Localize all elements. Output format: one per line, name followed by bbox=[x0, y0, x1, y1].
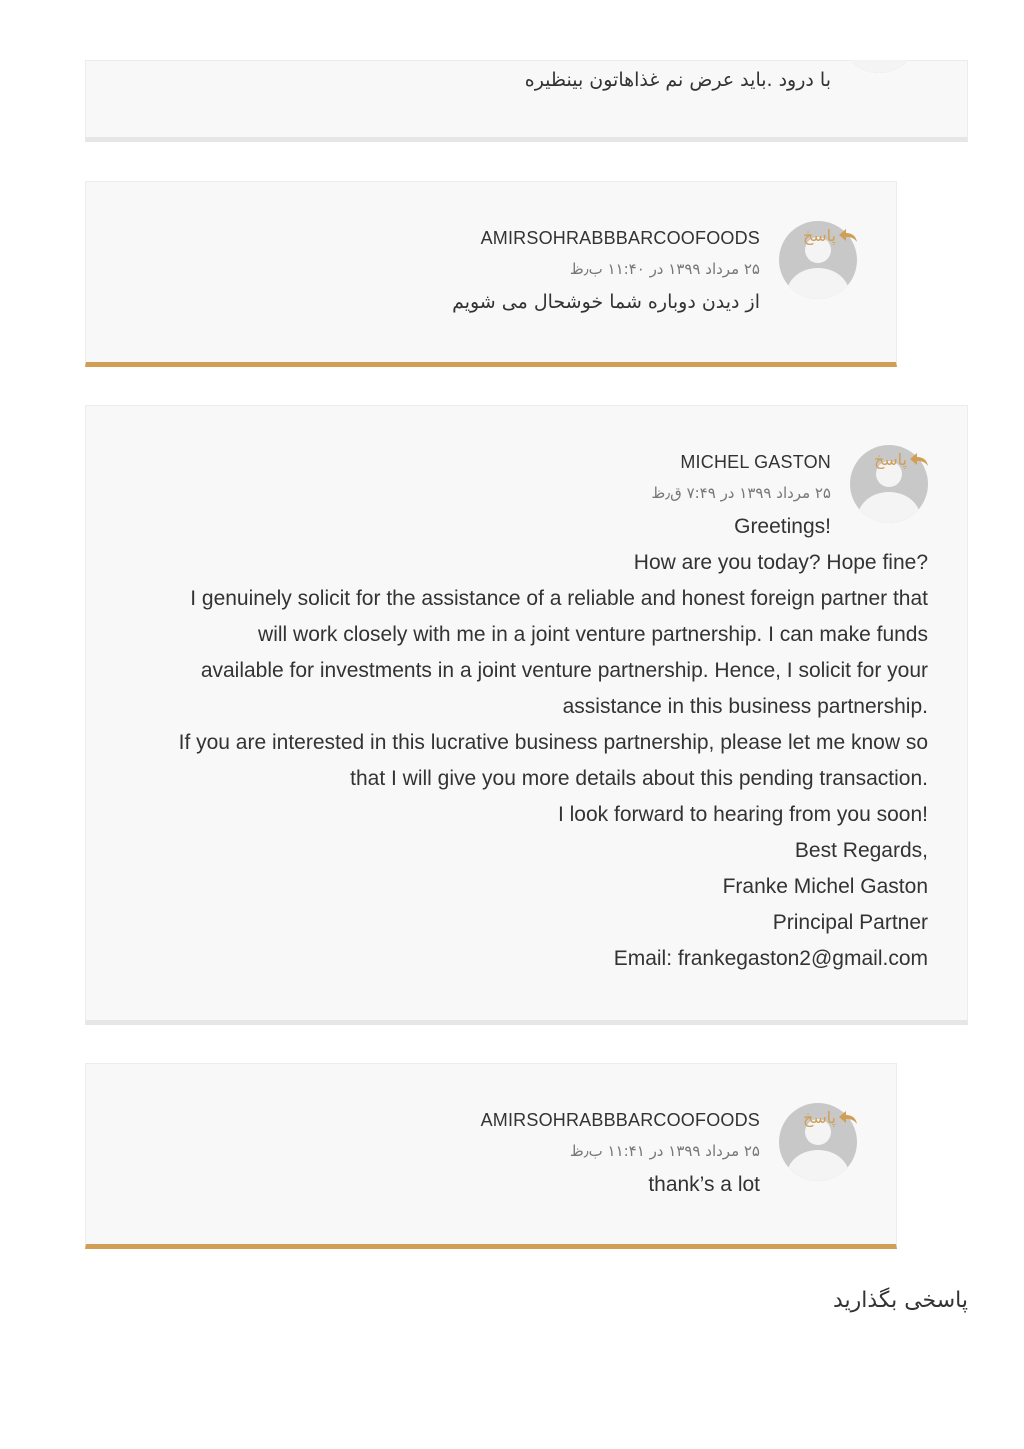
comment-text: thank’s a lot bbox=[648, 1173, 760, 1196]
comment-line: Principal Partner bbox=[772, 911, 928, 934]
reply-arrow-icon bbox=[838, 228, 858, 244]
comment-author: MICHEL GASTON bbox=[680, 452, 831, 472]
comment-card bbox=[85, 60, 968, 142]
leave-reply-title: پاسخی بگذارید bbox=[832, 1288, 968, 1313]
comment-card bbox=[85, 405, 968, 1025]
reply-label: پاسخ bbox=[873, 450, 907, 469]
comment-line: .assistance in this business partnership bbox=[562, 695, 928, 718]
top-mask bbox=[0, 0, 1024, 60]
comment-line: .that I will give you more details about this pending transaction bbox=[350, 767, 928, 790]
comment-line: available for investments in a joint venture partnership. Hence, I solicit for your bbox=[200, 659, 928, 682]
comment-line: Franke Michel Gaston bbox=[722, 875, 928, 898]
comment-line: !Greetings bbox=[734, 515, 831, 538]
reply-arrow-icon bbox=[838, 1110, 858, 1126]
comment-line: ?How are you today? Hope fine bbox=[633, 551, 928, 574]
comment-line: If you are interested in this lucrative business partnership, please let me know so bbox=[178, 731, 928, 754]
reply-link[interactable] bbox=[803, 226, 858, 245]
comment-date[interactable]: ۲۵ مرداد ۱۳۹۹ در ۷:۴۹ ق٫ظ bbox=[651, 484, 831, 502]
comment-author: AMIRSOHRABBBARCOOFOODS bbox=[480, 1110, 760, 1130]
comment-email: Email: frankegaston2@gmail.com bbox=[613, 947, 928, 970]
comment-text: با درود .باید عرض نم غذاهاتون بینظیره bbox=[524, 69, 831, 91]
comment-line: will work closely with me in a joint venture partnership. I can make funds bbox=[258, 623, 928, 646]
comment-date[interactable]: ۲۵ مرداد ۱۳۹۹ در ۱۱:۴۱ ب٫ظ bbox=[569, 1142, 760, 1160]
comment-card bbox=[85, 1063, 897, 1249]
reply-label: پاسخ bbox=[802, 226, 836, 245]
comment-line: ,Best Regards bbox=[794, 839, 928, 862]
comment-date[interactable]: ۲۵ مرداد ۱۳۹۹ در ۱۱:۴۰ ب٫ظ bbox=[569, 260, 760, 278]
reply-label: پاسخ bbox=[802, 1108, 836, 1127]
comment-line: !I look forward to hearing from you soon bbox=[557, 803, 928, 826]
reply-link[interactable] bbox=[874, 450, 929, 469]
comment-card bbox=[85, 181, 897, 367]
comment-author: AMIRSOHRABBBARCOOFOODS bbox=[480, 228, 760, 248]
reply-link[interactable] bbox=[803, 1108, 858, 1127]
comment-line: I genuinely solicit for the assistance of a reliable and honest foreign partner that bbox=[190, 587, 928, 610]
reply-arrow-icon bbox=[909, 452, 929, 468]
comment-text: از دیدن دوباره شما خوشحال می شویم bbox=[452, 291, 760, 313]
